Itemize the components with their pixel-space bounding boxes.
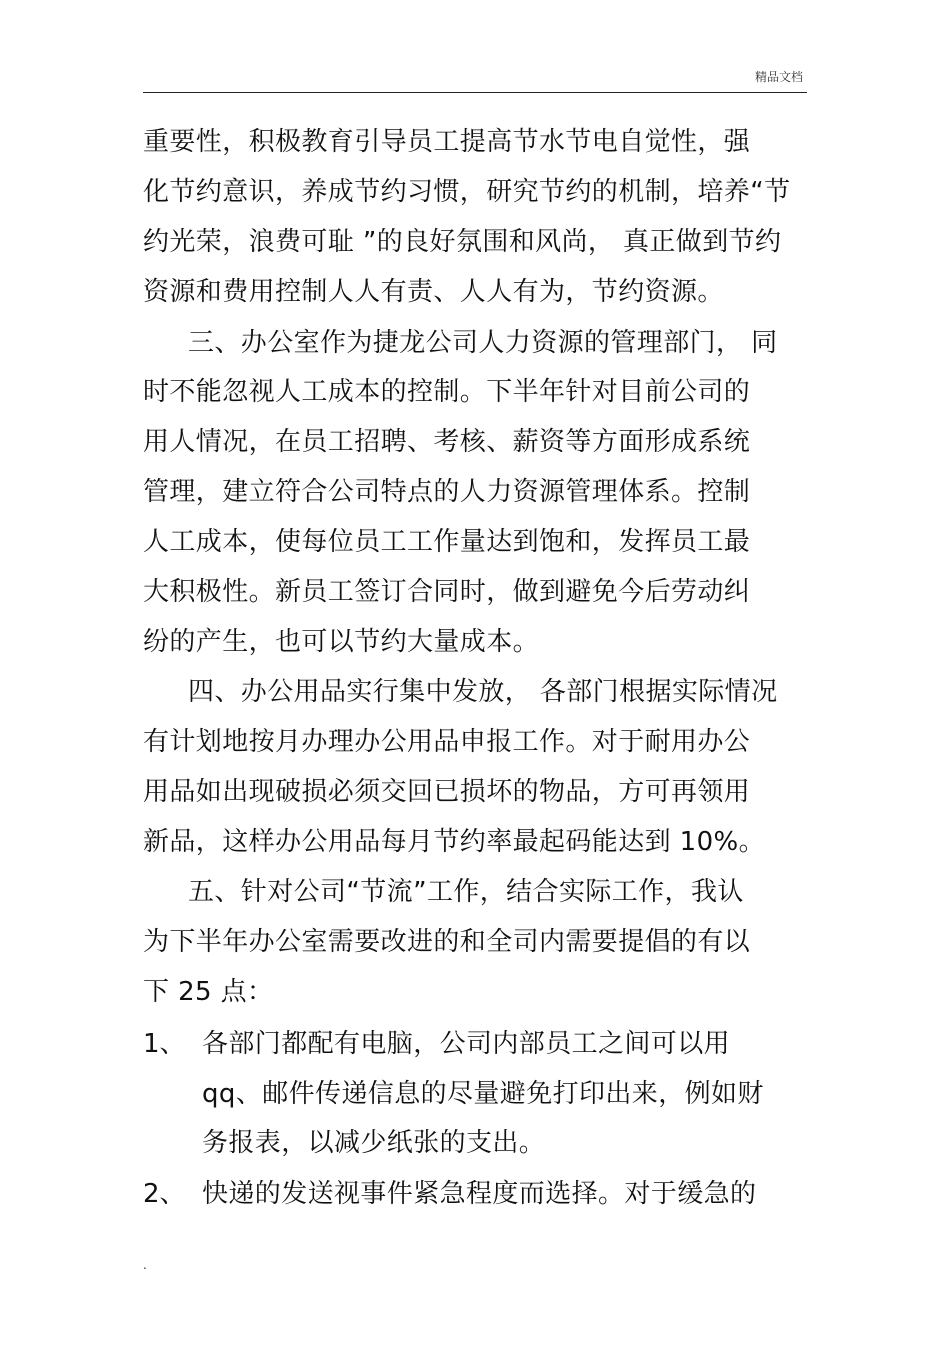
list-item-line: qq、邮件传递信息的尽量避免打印出来，例如财 [202, 1079, 764, 1109]
body-line: 为下半年办公室需要改进的和全司内需要提倡的有以 [143, 927, 751, 957]
body-line: 大积极性。新员工签订合同时，做到避免今后劳动纠 [143, 577, 751, 607]
body-line: 资源和费用控制人人有责、人人有为，节约资源。 [143, 277, 724, 307]
header-label: 精品文档 [754, 70, 803, 84]
body-line: 五、针对公司“节流”工作，结合实际工作，我认 [188, 877, 744, 907]
list-item-line: 各部门都配有电脑，公司内部员工之间可以用 [202, 1029, 731, 1059]
body-line: 用品如出现破损必须交回已损坏的物品，方可再领用 [143, 777, 751, 807]
footer-mark: . [143, 1258, 147, 1272]
body-line: 用人情况，在员工招聘、考核、薪资等方面形成系统 [143, 427, 751, 457]
body-line: 纷的产生，也可以节约大量成本。 [143, 627, 540, 657]
body-line: 化节约意识，养成节约习惯，研究节约的机制，培养“节 [143, 177, 791, 207]
body-line: 有计划地按月办理办公用品申报工作。对于耐用办公 [143, 727, 751, 757]
body-line: 下 25 点： [143, 977, 274, 1007]
body-line: 约光荣，浪费可耻 ”的良好氛围和风尚， 真正做到节约 [143, 227, 782, 257]
body-line: 四、办公用品实行集中发放， 各部门根据实际情况 [188, 677, 778, 707]
page-header [143, 62, 807, 93]
body-line: 三、办公室作为捷龙公司人力资源的管理部门， 同 [188, 328, 778, 358]
body-line: 新品，这样办公用品每月节约率最起码能达到 10%。 [143, 827, 766, 857]
list-item-number: 2、 [143, 1179, 186, 1209]
list-item-line: 务报表，以减少纸张的支出。 [202, 1128, 546, 1158]
body-line: 重要性，积极教育引导员工提高节水节电自觉性，强 [143, 127, 751, 157]
list-item-line: 快递的发送视事件紧急程度而选择。对于缓急的 [202, 1179, 757, 1209]
body-line: 人工成本，使每位员工工作量达到饱和，发挥员工最 [143, 527, 751, 557]
list-item-number: 1、 [143, 1029, 186, 1059]
body-line: 时不能忽视人工成本的控制。下半年针对目前公司的 [143, 377, 751, 407]
body-line: 管理，建立符合公司特点的人力资源管理体系。控制 [143, 477, 751, 507]
